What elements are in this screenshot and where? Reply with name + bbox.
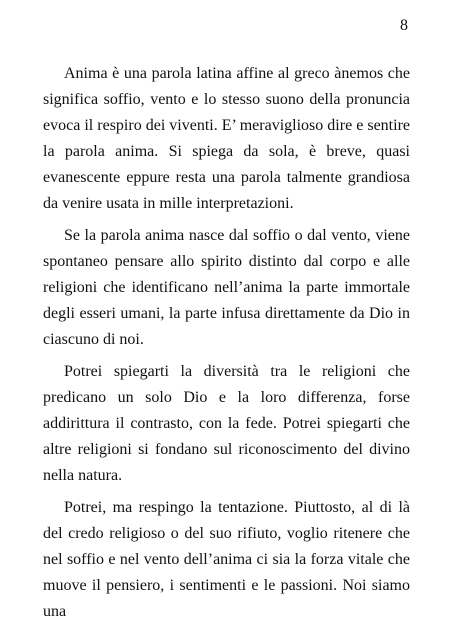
page-number: 8: [400, 17, 408, 34]
body-text: [43, 61, 410, 631]
paragraph-2: Se la parola anima nasce dal soffio o dal vento, viene spontaneo pensare allo spirito distinto dal corpo e alle religioni che identificano nell’anima la parte immortale degli esseri umani, la parte infusa direttamente da Dio in ciascuno di noi.: [43, 227, 410, 348]
paragraph-3: Potrei spiegarti la diversità tra le religioni che predicano un solo Dio e la loro differenza, forse addirittura il contrasto, con la fede. Potrei spiegarti che altre religioni si fondano sul riconoscimento del divino nella natura.: [43, 363, 410, 484]
paragraph-1: Anima è una parola latina affine al greco ànemos che significa soffio, vento e lo stesso suono della pronuncia evoca il respiro dei viventi. E’ meraviglioso dire e sentire la parola anima. Si spiega da sola, è breve, quasi evanescente eppure resta una parola talmente grandiosa da venire usata in mille interpretazioni.: [43, 65, 410, 212]
paragraph-4: Potrei, ma respingo la tentazione. Piuttosto, al di là del credo religioso o del suo rifiuto, voglio ritenere che nel soffio e nel vento dell’anima ci sia la forza vitale che muove il pensiero, i sentimenti e le passioni. Noi siamo una: [43, 499, 410, 620]
